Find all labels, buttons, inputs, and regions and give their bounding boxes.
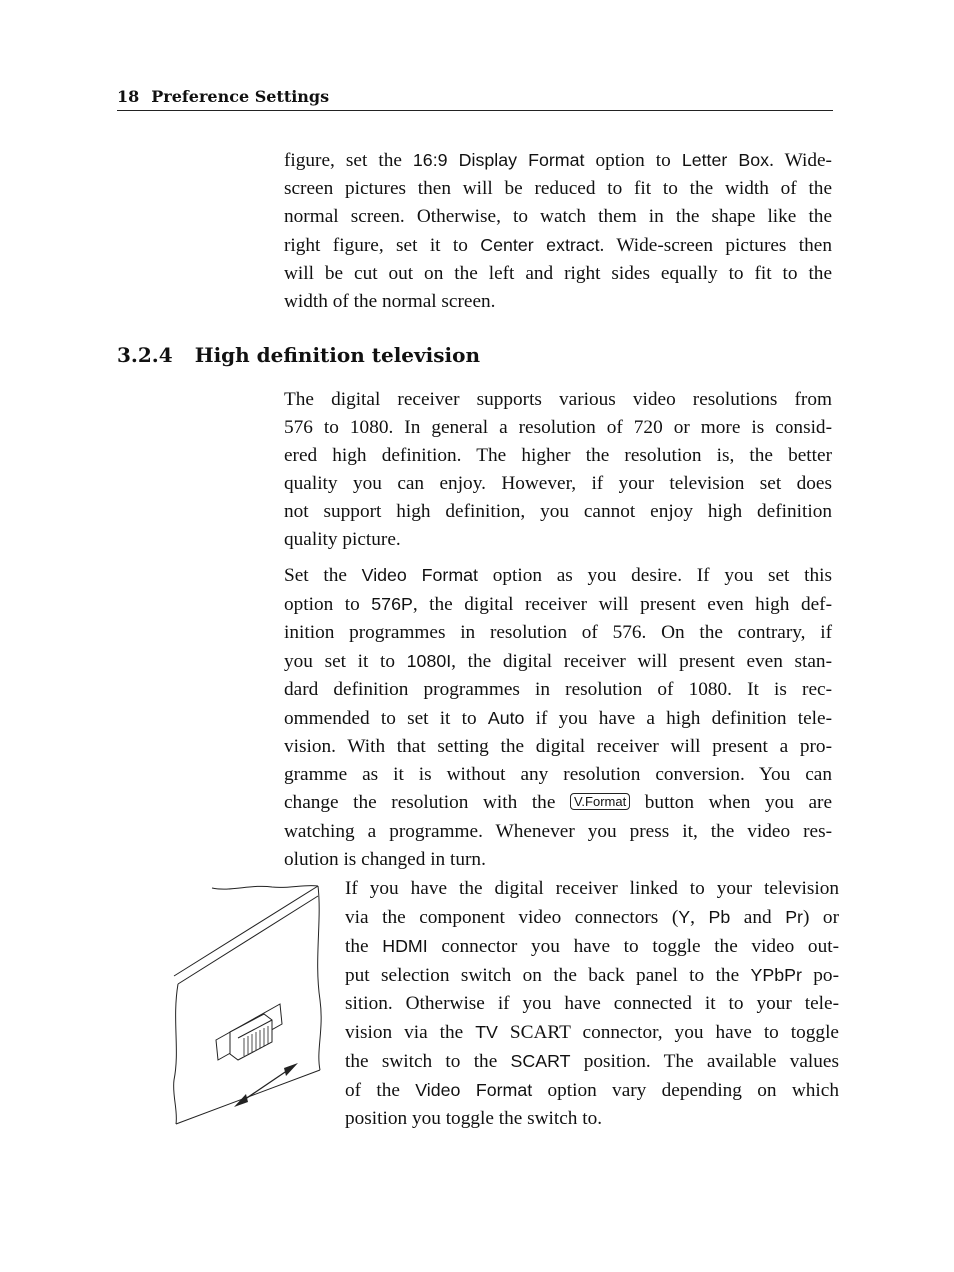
text-line: If you have the digital receiver linked to your television	[345, 878, 839, 899]
text-run: vision via the	[345, 1022, 476, 1043]
text-line: dard definition programmes in resolution of 1080. It is rec-	[284, 679, 832, 700]
connector-name: Y	[678, 907, 691, 927]
text-run: option to	[284, 594, 372, 615]
text-run: change the resolution with the	[284, 792, 570, 813]
section-number: 3.2.4	[117, 343, 173, 367]
text-line	[284, 231, 832, 260]
text-line: width of the normal screen.	[284, 291, 496, 312]
text-line: quality you can enjoy. However, if your television set does	[284, 473, 832, 494]
option-value: Letter Box	[681, 150, 770, 170]
text-run: the	[345, 936, 383, 957]
panel-edge-outer	[174, 886, 318, 976]
paragraph-output-switch	[345, 875, 839, 1133]
text-line: gramme as it is without any resolution conversion. You can	[284, 764, 832, 785]
text-line: position you toggle the switch to.	[345, 1108, 603, 1129]
panel-edge-inner	[178, 896, 318, 984]
text-run: connector you have to toggle the video out-	[427, 936, 839, 957]
text-run: option to	[584, 150, 682, 171]
text-run: . Wide-	[769, 150, 832, 171]
back-panel-switch-figure	[168, 880, 328, 1130]
page-number: 18	[117, 87, 140, 106]
text-line	[284, 647, 832, 676]
text-line	[284, 561, 832, 590]
text-run: po-	[801, 965, 839, 986]
text-run: you set it to	[284, 651, 407, 672]
text-run: put selection switch on the back panel to the	[345, 965, 751, 986]
connector-name: Pr	[785, 907, 803, 927]
option-value: Auto	[487, 708, 525, 728]
text-line: normal screen. Otherwise, to watch them in the shape like the	[284, 206, 832, 227]
text-line	[345, 961, 839, 990]
option-name: 16:9 Display Format	[412, 150, 585, 170]
text-run: right figure, set it to	[284, 235, 481, 256]
text-line	[345, 932, 839, 961]
text-line: vision. With that setting the digital receiver will present a pro-	[284, 736, 832, 757]
connector-name: TV	[475, 1022, 498, 1042]
option-name: Video Format	[415, 1080, 533, 1100]
text-run: , the digital receiver will present even high def-	[412, 594, 832, 615]
text-run: figure, set the	[284, 150, 413, 171]
text-run: . Wide-screen pictures then	[599, 235, 833, 256]
connector-name: HDMI	[382, 936, 428, 956]
text-run: the switch to the	[345, 1051, 511, 1072]
section-title: High definition television	[194, 343, 480, 367]
text-run: ) or	[802, 907, 839, 928]
option-name: Video Format	[361, 565, 478, 585]
text-line: watching a programme. Whenever you press it, the video res-	[284, 821, 832, 842]
text-run: and	[730, 907, 786, 928]
paragraph-resolutions	[284, 386, 832, 554]
text-run: button when you are	[630, 792, 832, 813]
running-head	[117, 86, 833, 111]
paragraph-letterbox	[284, 146, 832, 316]
chapter-title: Preference Settings	[151, 87, 330, 106]
text-run: Set the	[284, 565, 362, 586]
panel-left-edge	[174, 984, 178, 1124]
text-run: via the component video connectors (	[345, 907, 679, 928]
text-line	[345, 903, 839, 932]
option-value: 1080I	[406, 651, 452, 671]
text-line: The digital receiver supports various video resolutions from	[284, 389, 832, 410]
text-line: ered high definition. The higher the resolution is, the better	[284, 445, 832, 466]
v-format-key: V.Format	[570, 793, 630, 810]
panel-right-edge	[318, 886, 321, 1070]
text-run: option vary depending on which	[532, 1080, 839, 1101]
text-line	[284, 704, 832, 733]
text-run: ,	[690, 907, 709, 928]
text-line: 576 to 1080. In general a resolution of 720 or more is consid-	[284, 417, 832, 438]
text-run: option as you desire. If you set this	[477, 565, 832, 586]
text-line: not support high definition, you cannot enjoy high definition	[284, 501, 832, 522]
text-line	[345, 1047, 839, 1076]
text-run: position. The available values	[570, 1051, 839, 1072]
text-run: if you have a high definition tele-	[524, 708, 832, 729]
panel-top-edge	[212, 886, 318, 890]
text-line	[284, 590, 832, 619]
text-line	[345, 1018, 839, 1047]
text-run: of the	[345, 1080, 416, 1101]
text-line: inition programmes in resolution of 576. On the contrary, if	[284, 622, 832, 643]
text-run: , the digital receiver will present even stan-	[451, 651, 832, 672]
option-value: Center extract	[480, 235, 600, 255]
text-line	[284, 146, 832, 175]
option-value: 576P	[371, 594, 413, 614]
text-line: olution is changed in turn.	[284, 849, 486, 870]
connector-name: Pb	[708, 907, 731, 927]
section-heading	[117, 340, 480, 370]
switch-slider-icon	[230, 1014, 272, 1060]
text-line: screen pictures then will be reduced to fit to the width of the	[284, 178, 832, 199]
text-line: sition. Otherwise if you have connected it to your tele-	[345, 993, 839, 1014]
text-run: ommended to set it to	[284, 708, 488, 729]
text-line: will be cut out on the left and right sides equally to fit to the	[284, 263, 832, 284]
text-line: quality picture.	[284, 529, 401, 550]
text-line	[284, 789, 832, 818]
switch-position: YPbPr	[750, 965, 802, 985]
text-run: SCART connector, you have to toggle	[497, 1022, 839, 1043]
paragraph-video-format	[284, 561, 832, 874]
switch-position: SCART	[510, 1051, 571, 1071]
text-line	[345, 1076, 839, 1105]
